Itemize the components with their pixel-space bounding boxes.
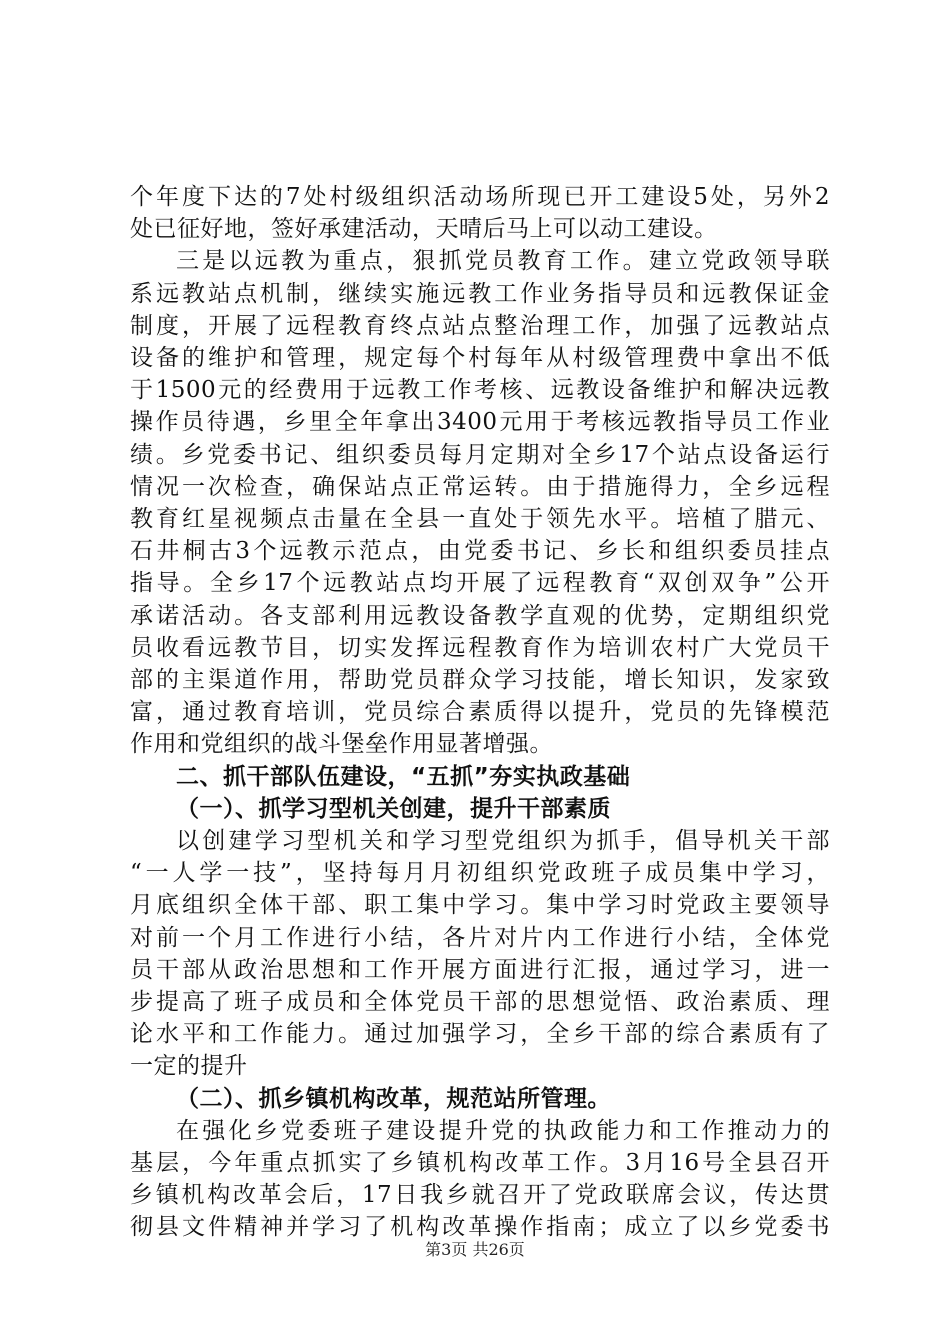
paragraph-line: 对前一个月工作进行小结，各片对片内工作进行小结，全体党: [130, 925, 830, 951]
paragraph-line: 富，通过教育培训，党员综合素质得以提升，党员的先锋模范: [130, 699, 830, 725]
paragraph-line: 论水平和工作能力。通过加强学习，全乡干部的综合素质有了: [130, 1021, 830, 1047]
paragraph-line: 情况一次检查，确保站点正常运转。由于措施得力，全乡远程: [130, 474, 830, 500]
section-heading: 二、抓干部队伍建设，“五抓”夯实执政基础: [176, 764, 631, 790]
paragraph-line: 以创建学习型机关和学习型党组织为抓手，倡导机关干部: [176, 828, 830, 854]
paragraph-line: 操作员待遇，乡里全年拿出3400元用于考核远教指导员工作业: [130, 409, 830, 435]
page-number-footer: 第3页 共26页: [425, 1240, 525, 1259]
paragraph-line: 员收看远教节目，切实发挥远程教育作为培训农村广大党员干: [130, 635, 830, 661]
paragraph-line: 石井桐古3个远教示范点，由党委书记、乡长和组织委员挂点: [130, 538, 830, 564]
paragraph-line: 步提高了班子成员和全体党员干部的思想觉悟、政治素质、理: [130, 989, 830, 1015]
paragraph-line: 基层，今年重点抓实了乡镇机构改革工作。3月16号全县召开: [130, 1150, 830, 1176]
paragraph-line: 个年度下达的7处村级组织活动场所现已开工建设5处，另外2: [130, 184, 830, 210]
paragraph-line: 绩。乡党委书记、组织委员每月定期对全乡17个站点设备运行: [130, 442, 830, 468]
paragraph-line: 承诺活动。各支部利用远教设备教学直观的优势，定期组织党: [130, 603, 830, 629]
paragraph-line: 设备的维护和管理，规定每个村每年从村级管理费中拿出不低: [130, 345, 830, 371]
paragraph-line: 在强化乡党委班子建设提升党的执政能力和工作推动力的: [176, 1118, 830, 1144]
paragraph-line: 彻县文件精神并学习了机构改革操作指南；成立了以乡党委书: [130, 1214, 830, 1240]
paragraph-line: 一定的提升: [130, 1053, 248, 1079]
paragraph-line: 于1500元的经费用于远教工作考核、远教设备维护和解决远教: [130, 377, 830, 403]
paragraph-line: 部的主渠道作用，帮助党员群众学习技能，增长知识，发家致: [130, 667, 830, 693]
subsection-heading: （一）、抓学习型机关创建，提升干部素质: [176, 796, 611, 822]
paragraph-line: 处已征好地，签好承建活动，天晴后马上可以动工建设。: [130, 216, 718, 242]
paragraph-line: 员干部从政治思想和工作开展方面进行汇报，通过学习，进一: [130, 957, 830, 983]
paragraph-line: 制度，开展了远程教育终点站点整治理工作，加强了远教站点: [130, 313, 830, 339]
paragraph-line: “一人学一技”，坚持每月月初组织党政班子成员集中学习，: [130, 860, 830, 886]
paragraph-line: 乡镇机构改革会后，17日我乡就召开了党政联席会议，传达贯: [130, 1182, 830, 1208]
paragraph-line: 指导。全乡17个远教站点均开展了远程教育“双创双争”公开: [130, 570, 830, 596]
paragraph-line: 教育红星视频点击量在全县一直处于领先水平。培植了腊元、: [130, 506, 830, 532]
paragraph-line: 作用和党组织的战斗堡垒作用显著增强。: [130, 731, 553, 757]
paragraph-line: 系远教站点机制，继续实施远教工作业务指导员和远教保证金: [130, 281, 830, 307]
paragraph-line: 三是以远教为重点，狠抓党员教育工作。建立党政领导联: [176, 248, 830, 274]
paragraph-line: 月底组织全体干部、职工集中学习。集中学习时党政主要领导: [130, 892, 830, 918]
subsection-heading: （二）、抓乡镇机构改革，规范站所管理。: [176, 1086, 611, 1112]
